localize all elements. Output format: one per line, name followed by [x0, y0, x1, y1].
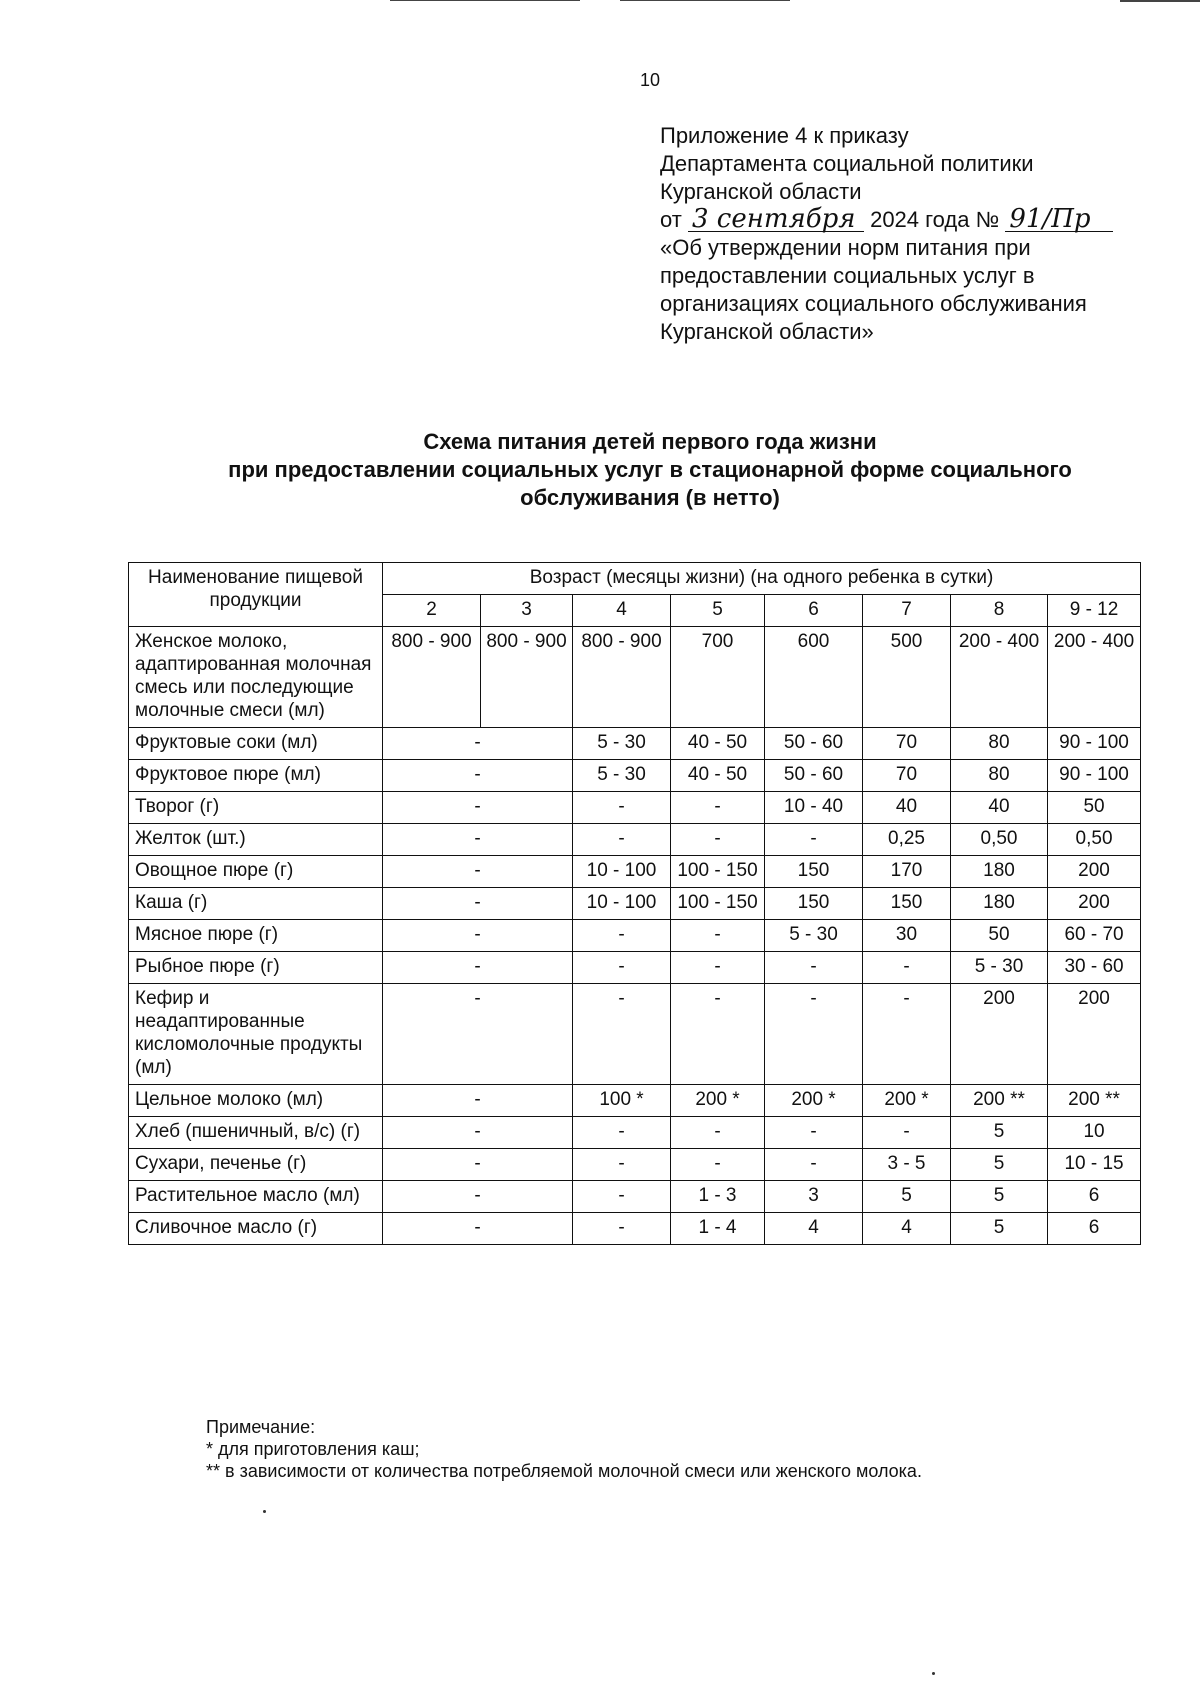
value-cell: - — [671, 984, 765, 1085]
merged-value-cell: - — [383, 888, 573, 920]
value-cell: - — [765, 1117, 863, 1149]
product-name-cell: Растительное масло (мл) — [129, 1181, 383, 1213]
table-row — [129, 1181, 1141, 1213]
value-cell: 200 — [1048, 984, 1141, 1085]
merged-value-cell: - — [383, 984, 573, 1085]
value-cell: 100 * — [573, 1085, 671, 1117]
value-cell: 5 - 30 — [573, 760, 671, 792]
table-row — [129, 856, 1141, 888]
merged-value-cell: - — [383, 760, 573, 792]
product-name-cell: Сливочное масло (г) — [129, 1213, 383, 1245]
value-cell: 170 — [863, 856, 951, 888]
value-cell: 10 - 40 — [765, 792, 863, 824]
value-cell: - — [671, 1117, 765, 1149]
table-row — [129, 1149, 1141, 1181]
value-cell: 0,50 — [951, 824, 1048, 856]
value-cell: 180 — [951, 888, 1048, 920]
value-cell: 40 - 50 — [671, 728, 765, 760]
age-column-header: 3 — [481, 595, 573, 627]
appendix-line: Приложение 4 к приказу — [660, 123, 909, 148]
table-row — [129, 1085, 1141, 1117]
product-name-cell: Овощное пюре (г) — [129, 856, 383, 888]
value-cell: 200 - 400 — [1048, 627, 1141, 728]
product-name-cell: Фруктовые соки (мл) — [129, 728, 383, 760]
value-cell: 3 - 5 — [863, 1149, 951, 1181]
value-cell: 200 ** — [1048, 1085, 1141, 1117]
merged-value-cell: - — [383, 1181, 573, 1213]
value-cell: 5 — [863, 1181, 951, 1213]
value-cell: 5 — [951, 1181, 1048, 1213]
value-cell: 180 — [951, 856, 1048, 888]
product-name-cell: Хлеб (пшеничный, в/с) (г) — [129, 1117, 383, 1149]
scan-speck — [932, 1672, 935, 1675]
value-cell: 0,25 — [863, 824, 951, 856]
age-column-header: 2 — [383, 595, 481, 627]
age-column-header: 9 - 12 — [1048, 595, 1141, 627]
value-cell: 200 * — [671, 1085, 765, 1117]
title-line: обслуживания (в нетто) — [520, 485, 780, 510]
value-cell: 90 - 100 — [1048, 728, 1141, 760]
value-cell: 50 - 60 — [765, 728, 863, 760]
value-cell: 0,50 — [1048, 824, 1141, 856]
document-title — [120, 428, 1180, 512]
value-cell: 5 - 30 — [765, 920, 863, 952]
appendix-line: организациях социального обслуживания — [660, 291, 1087, 316]
value-cell: 200 — [951, 984, 1048, 1085]
merged-value-cell: - — [383, 792, 573, 824]
scan-speck — [263, 1510, 266, 1513]
page-number: 10 — [639, 70, 661, 90]
title-line: Схема питания детей первого года жизни — [423, 429, 877, 454]
value-cell: 40 — [863, 792, 951, 824]
handwritten-order-number: 91/Пр — [1005, 207, 1113, 232]
value-cell: 30 - 60 — [1048, 952, 1141, 984]
appendix-line: Курганской области — [660, 179, 862, 204]
value-cell: 800 - 900 — [383, 627, 481, 728]
date-year: 2024 года № — [870, 207, 1000, 232]
value-cell: 30 — [863, 920, 951, 952]
value-cell: 70 — [863, 760, 951, 792]
age-column-header: 7 — [863, 595, 951, 627]
table-row — [129, 792, 1141, 824]
value-cell: - — [671, 952, 765, 984]
value-cell: 200 — [1048, 856, 1141, 888]
value-cell: - — [573, 1149, 671, 1181]
scan-edge-line — [620, 0, 790, 1]
value-cell: - — [671, 792, 765, 824]
value-cell: - — [573, 792, 671, 824]
product-name-cell: Рыбное пюре (г) — [129, 952, 383, 984]
value-cell: 5 - 30 — [573, 728, 671, 760]
order-date-line — [660, 206, 1180, 234]
notes — [206, 1416, 1106, 1482]
value-cell: 1 - 4 — [671, 1213, 765, 1245]
value-cell: 500 — [863, 627, 951, 728]
age-column-header: 6 — [765, 595, 863, 627]
table-row — [129, 627, 1141, 728]
product-name-cell: Каша (г) — [129, 888, 383, 920]
value-cell: - — [863, 984, 951, 1085]
value-cell: 150 — [863, 888, 951, 920]
nutrition-table — [128, 562, 1141, 1245]
value-cell: 10 — [1048, 1117, 1141, 1149]
merged-value-cell: - — [383, 920, 573, 952]
appendix-line: предоставлении социальных услуг в — [660, 263, 1035, 288]
product-name-cell: Цельное молоко (мл) — [129, 1085, 383, 1117]
value-cell: - — [573, 824, 671, 856]
merged-value-cell: - — [383, 952, 573, 984]
value-cell: 1 - 3 — [671, 1181, 765, 1213]
merged-value-cell: - — [383, 728, 573, 760]
age-column-header: 4 — [573, 595, 671, 627]
date-prefix: от — [660, 207, 682, 232]
product-name-cell: Мясное пюре (г) — [129, 920, 383, 952]
scan-edge-line — [1120, 0, 1200, 2]
value-cell: 200 * — [765, 1085, 863, 1117]
note-line: * для приготовления каш; — [206, 1439, 420, 1459]
value-cell: 3 — [765, 1181, 863, 1213]
value-cell: 10 - 100 — [573, 856, 671, 888]
value-cell: 50 — [951, 920, 1048, 952]
value-cell: - — [765, 984, 863, 1085]
merged-value-cell: - — [383, 824, 573, 856]
value-cell: 6 — [1048, 1213, 1141, 1245]
merged-value-cell: - — [383, 1117, 573, 1149]
table-row — [129, 984, 1141, 1085]
corner-header: Наименование пищевой продукции — [129, 563, 383, 627]
table-row — [129, 920, 1141, 952]
title-line: при предоставлении социальных услуг в стационарной форме социального — [228, 457, 1072, 482]
value-cell: - — [573, 1181, 671, 1213]
value-cell: 10 - 15 — [1048, 1149, 1141, 1181]
value-cell: 70 — [863, 728, 951, 760]
age-column-header: 8 — [951, 595, 1048, 627]
table-row — [129, 1213, 1141, 1245]
value-cell: 100 - 150 — [671, 888, 765, 920]
table-row — [129, 1117, 1141, 1149]
value-cell: 50 - 60 — [765, 760, 863, 792]
value-cell: 50 — [1048, 792, 1141, 824]
value-cell: - — [671, 920, 765, 952]
table-row — [129, 728, 1141, 760]
product-name-cell: Сухари, печенье (г) — [129, 1149, 383, 1181]
note-heading: Примечание: — [206, 1417, 316, 1437]
table-row — [129, 888, 1141, 920]
value-cell: 100 - 150 — [671, 856, 765, 888]
value-cell: 800 - 900 — [573, 627, 671, 728]
table-row — [129, 952, 1141, 984]
product-name-cell: Женское молоко, адаптированная молочная смесь или последующие молочные смеси (мл) — [129, 627, 383, 728]
merged-value-cell: - — [383, 1149, 573, 1181]
handwritten-date: 3 сентября — [688, 207, 864, 232]
value-cell: 150 — [765, 888, 863, 920]
scan-edge-line — [390, 0, 580, 1]
value-cell: 200 * — [863, 1085, 951, 1117]
product-name-cell: Желток (шт.) — [129, 824, 383, 856]
table-row — [129, 824, 1141, 856]
value-cell: 10 - 100 — [573, 888, 671, 920]
merged-value-cell: - — [383, 1085, 573, 1117]
product-name-cell: Кефир и неадаптированные кисломолочные продукты (мл) — [129, 984, 383, 1085]
value-cell: - — [671, 824, 765, 856]
value-cell: 40 - 50 — [671, 760, 765, 792]
value-cell: 200 - 400 — [951, 627, 1048, 728]
value-cell: 200 — [1048, 888, 1141, 920]
table-row — [129, 760, 1141, 792]
value-cell: 150 — [765, 856, 863, 888]
value-cell: 5 — [951, 1213, 1048, 1245]
table-header-row — [129, 563, 1141, 595]
appendix-line: Департамента социальной политики — [660, 151, 1034, 176]
value-cell: 60 - 70 — [1048, 920, 1141, 952]
value-cell: - — [765, 952, 863, 984]
age-column-header: 5 — [671, 595, 765, 627]
value-cell: 4 — [863, 1213, 951, 1245]
value-cell: 90 - 100 — [1048, 760, 1141, 792]
value-cell: 800 - 900 — [481, 627, 573, 728]
value-cell: 200 ** — [951, 1085, 1048, 1117]
value-cell: 5 — [951, 1117, 1048, 1149]
value-cell: - — [863, 952, 951, 984]
product-name-cell: Фруктовое пюре (мл) — [129, 760, 383, 792]
value-cell: 40 — [951, 792, 1048, 824]
value-cell: - — [573, 1117, 671, 1149]
value-cell: 5 — [951, 1149, 1048, 1181]
value-cell: - — [573, 1213, 671, 1245]
merged-value-cell: - — [383, 1213, 573, 1245]
value-cell: - — [765, 824, 863, 856]
value-cell: - — [573, 920, 671, 952]
appendix-header — [660, 122, 1180, 346]
value-cell: 80 — [951, 760, 1048, 792]
note-line: ** в зависимости от количества потребляемой молочной смеси или женского молока. — [206, 1461, 922, 1481]
value-cell: - — [765, 1149, 863, 1181]
value-cell: 80 — [951, 728, 1048, 760]
value-cell: 700 — [671, 627, 765, 728]
table-body — [129, 627, 1141, 1245]
merged-value-cell: - — [383, 856, 573, 888]
value-cell: - — [573, 952, 671, 984]
value-cell: - — [671, 1149, 765, 1181]
value-cell: - — [863, 1117, 951, 1149]
product-name-cell: Творог (г) — [129, 792, 383, 824]
value-cell: 6 — [1048, 1181, 1141, 1213]
value-cell: 4 — [765, 1213, 863, 1245]
age-header: Возраст (месяцы жизни) (на одного ребенка в сутки) — [383, 563, 1141, 595]
value-cell: 5 - 30 — [951, 952, 1048, 984]
value-cell: - — [573, 984, 671, 1085]
value-cell: 600 — [765, 627, 863, 728]
appendix-line: Курганской области» — [660, 319, 874, 344]
appendix-line: «Об утверждении норм питания при — [660, 235, 1031, 260]
